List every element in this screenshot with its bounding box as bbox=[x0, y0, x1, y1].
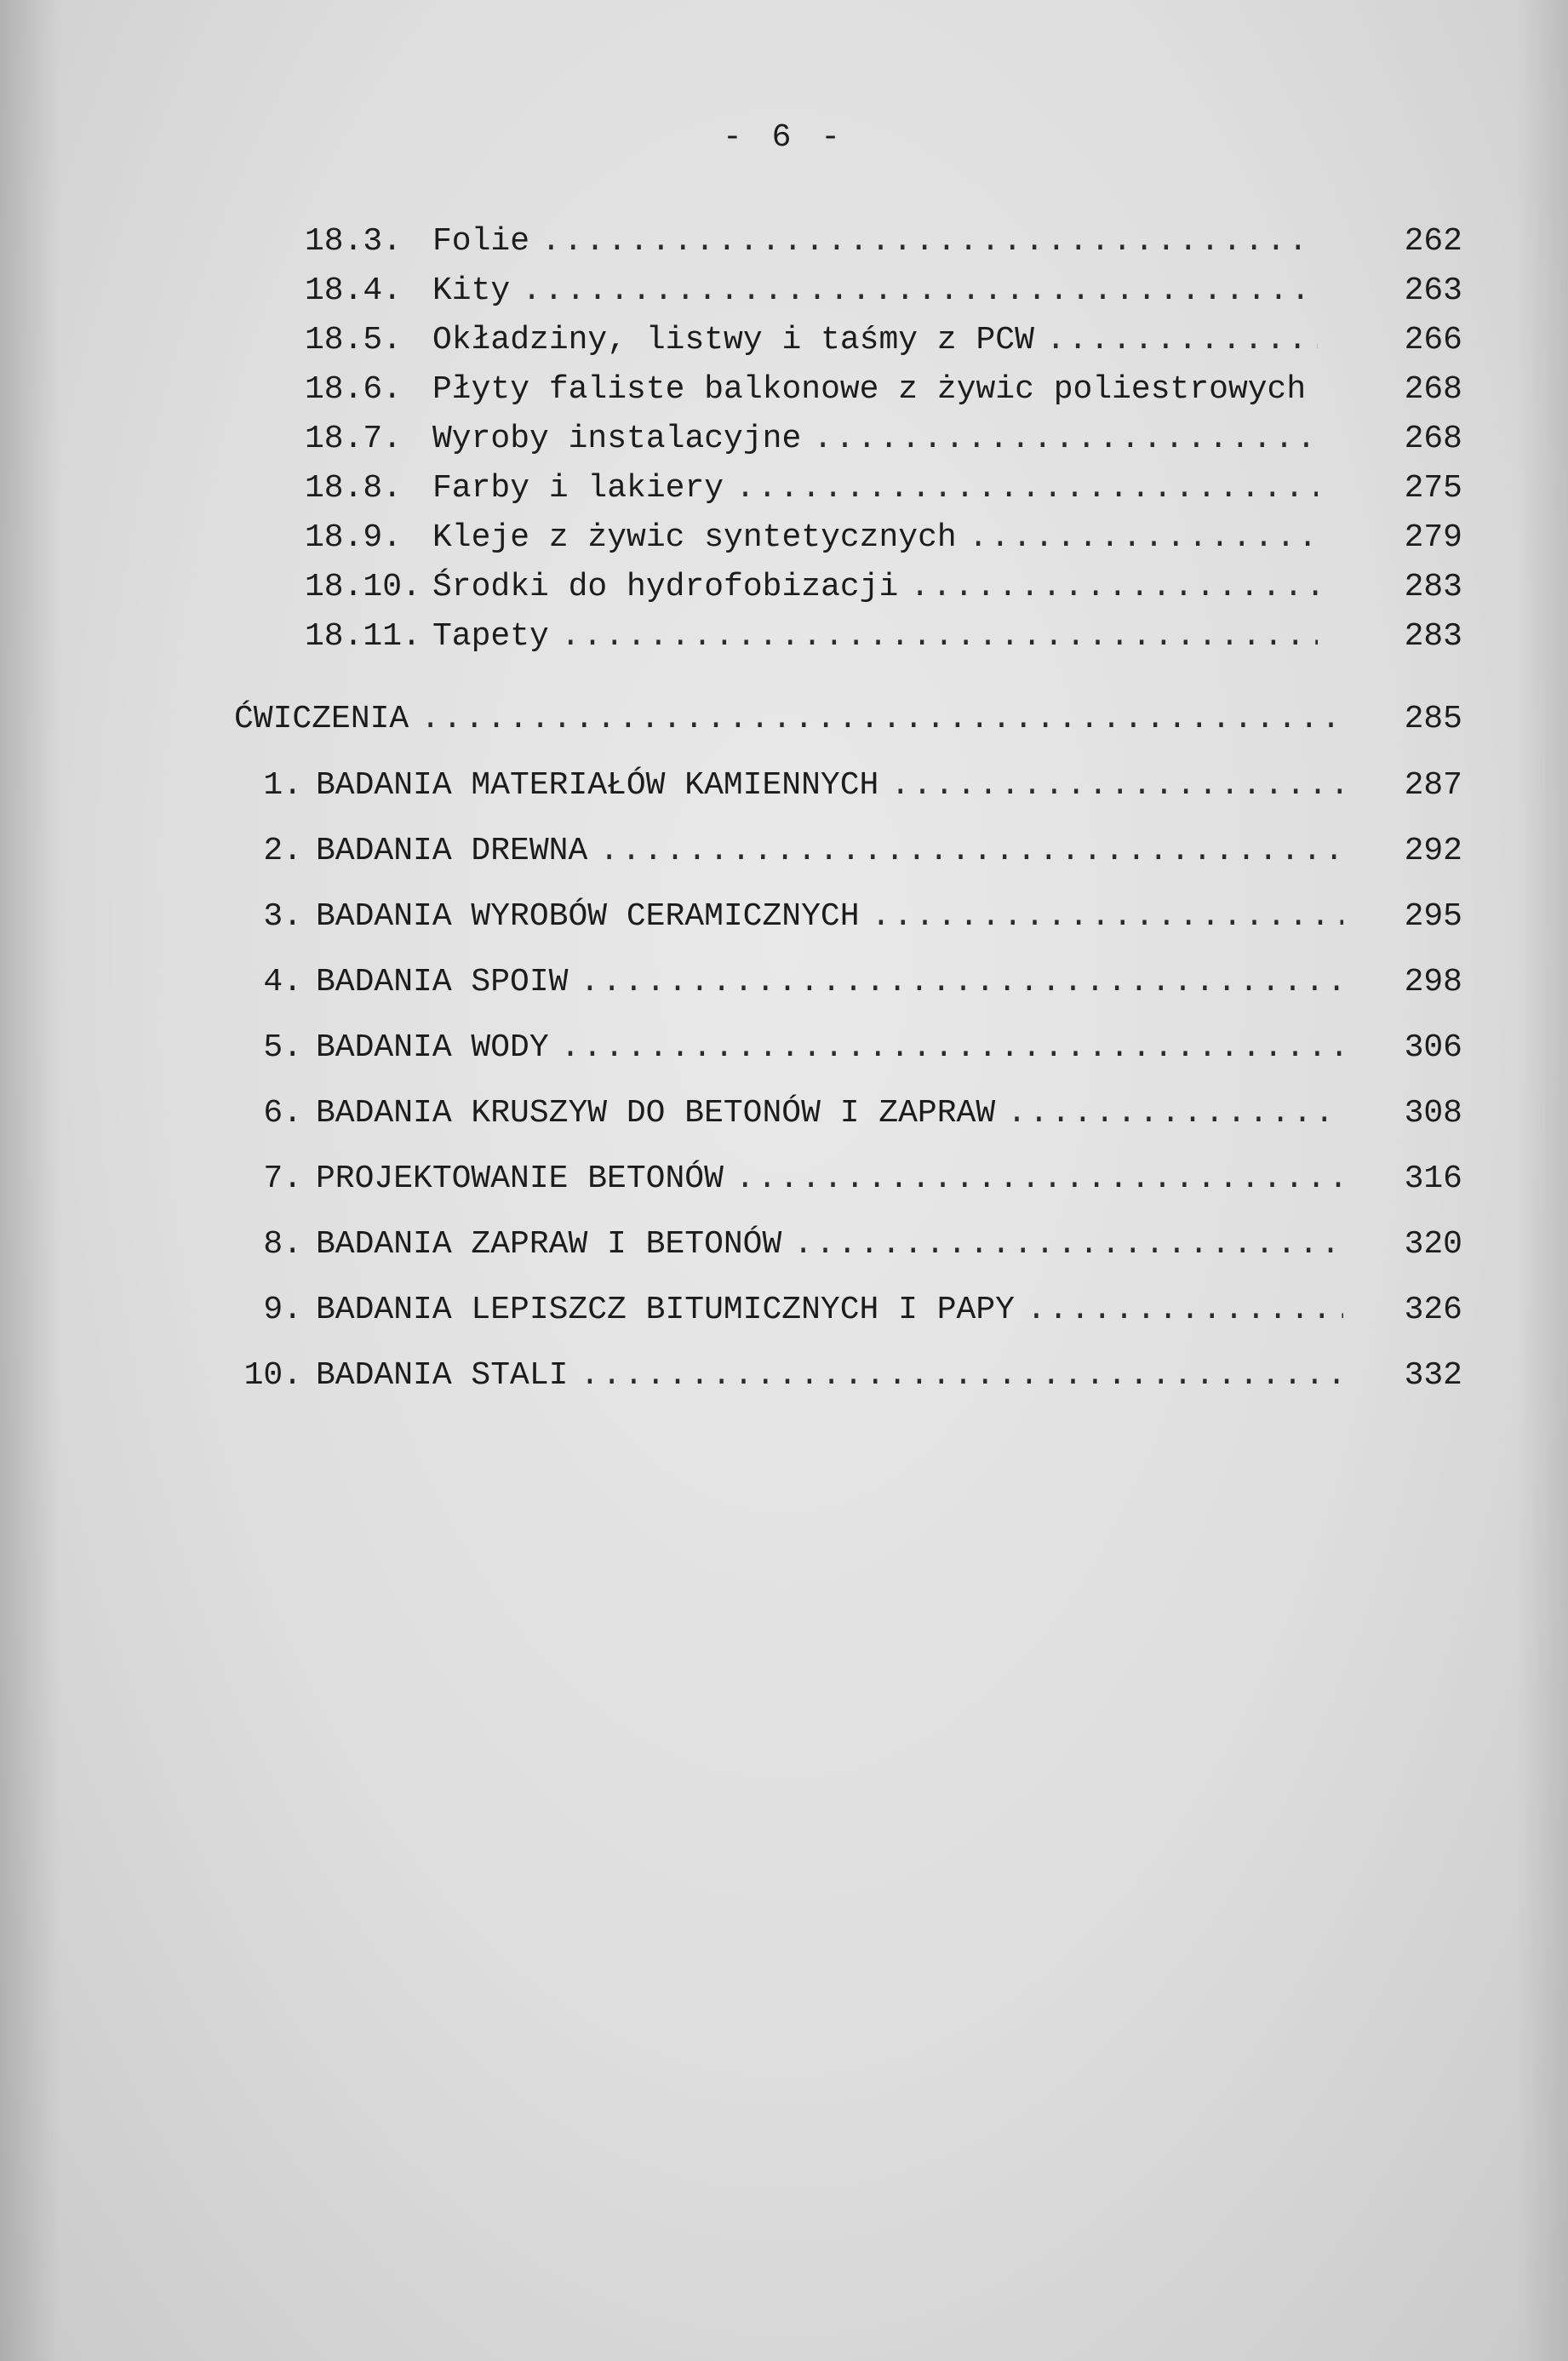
toc-exercise-1 bbox=[234, 767, 1462, 810]
toc-entry-title: Okładziny, listwy i taśmy z PCW bbox=[432, 322, 1034, 358]
dot-leader bbox=[890, 767, 1343, 804]
dot-leader bbox=[1007, 1095, 1343, 1132]
dot-leader bbox=[735, 1160, 1343, 1197]
toc-entry-title: Farby i lakiery bbox=[432, 470, 724, 507]
toc-entry-page: 275 bbox=[1404, 470, 1462, 507]
toc-exercise-number: 8. bbox=[263, 1226, 302, 1263]
toc-exercise-page: 298 bbox=[1404, 964, 1462, 1000]
dot-leader bbox=[872, 898, 1343, 935]
toc-heading-page: 285 bbox=[1404, 701, 1462, 737]
page-edge-shadow-right bbox=[1517, 0, 1568, 2361]
dot-leader bbox=[969, 519, 1318, 556]
toc-entry-number: 18.3. bbox=[305, 223, 403, 260]
toc-exercise-number: 3. bbox=[263, 898, 302, 935]
toc-entry-title: Folie bbox=[432, 223, 530, 260]
toc-exercise-number: 2. bbox=[263, 833, 302, 869]
toc-entry-number: 18.9. bbox=[305, 519, 403, 556]
toc-exercise-title: BADANIA STALI bbox=[316, 1357, 569, 1394]
toc-exercise-title: BADANIA KRUSZYW DO BETONÓW I ZAPRAW bbox=[316, 1095, 996, 1132]
toc-exercise-9 bbox=[234, 1292, 1462, 1334]
toc-entry-page: 263 bbox=[1404, 272, 1462, 309]
toc-exercise-number: 5. bbox=[263, 1029, 302, 1066]
toc-entry-page: 283 bbox=[1404, 569, 1462, 605]
toc-exercise-page: 308 bbox=[1404, 1095, 1462, 1132]
toc-exercise-number: 6. bbox=[263, 1095, 302, 1132]
toc-entry-page: 279 bbox=[1404, 519, 1462, 556]
toc-exercise-title: BADANIA WYROBÓW CERAMICZNYCH bbox=[316, 898, 860, 935]
toc-entry-18-8 bbox=[305, 470, 1462, 513]
toc-exercise-8 bbox=[234, 1226, 1462, 1269]
dot-leader bbox=[813, 421, 1318, 457]
toc-exercise-title: BADANIA MATERIAŁÓW KAMIENNYCH bbox=[316, 767, 879, 804]
dot-leader bbox=[599, 833, 1343, 869]
toc-entry-number: 18.6. bbox=[305, 371, 403, 408]
toc-exercise-title: BADANIA WODY bbox=[316, 1029, 549, 1066]
dot-leader bbox=[421, 701, 1343, 737]
toc-entry-18-4 bbox=[305, 272, 1462, 315]
dot-leader bbox=[1027, 1292, 1343, 1328]
dot-leader bbox=[735, 470, 1318, 507]
toc-exercise-title: BADANIA ZAPRAW I BETONÓW bbox=[316, 1226, 782, 1263]
toc-entry-number: 18.5. bbox=[305, 322, 403, 358]
toc-exercise-number: 7. bbox=[263, 1160, 302, 1197]
toc-exercise-page: 320 bbox=[1404, 1226, 1462, 1263]
toc-heading-exercises bbox=[234, 701, 1462, 743]
dot-leader bbox=[910, 569, 1318, 605]
toc-entry-page: 262 bbox=[1404, 223, 1462, 260]
toc-exercise-6 bbox=[234, 1095, 1462, 1138]
toc-exercise-page: 316 bbox=[1404, 1160, 1462, 1197]
toc-entry-number: 18.11. bbox=[305, 618, 421, 655]
toc-exercise-title: PROJEKTOWANIE BETONÓW bbox=[316, 1160, 724, 1197]
toc-exercise-title: BADANIA LEPISZCZ BITUMICZNYCH I PAPY bbox=[316, 1292, 1015, 1328]
dot-leader bbox=[561, 1029, 1343, 1066]
toc-exercise-2 bbox=[234, 833, 1462, 875]
toc-exercise-page: 326 bbox=[1404, 1292, 1462, 1328]
toc-exercise-number: 9. bbox=[263, 1292, 302, 1328]
toc-exercise-5 bbox=[234, 1029, 1462, 1072]
dot-leader bbox=[580, 964, 1343, 1000]
toc-entry-title: Środki do hydrofobizacji bbox=[432, 569, 899, 605]
toc-entry-18-11 bbox=[305, 618, 1462, 661]
toc-entry-number: 18.7. bbox=[305, 421, 403, 457]
toc-entry-title: Płyty faliste balkonowe z żywic poliestrowych bbox=[432, 371, 1307, 408]
toc-heading-title: ĆWICZENIA bbox=[234, 701, 409, 737]
dot-leader bbox=[1046, 322, 1318, 358]
toc-exercise-number: 10. bbox=[243, 1357, 302, 1394]
toc-entry-title: Wyroby instalacyjne bbox=[432, 421, 802, 457]
toc-entry-number: 18.10. bbox=[305, 569, 421, 605]
toc-entry-18-5 bbox=[305, 322, 1462, 364]
toc-exercise-page: 295 bbox=[1404, 898, 1462, 935]
toc-exercise-3 bbox=[234, 898, 1462, 941]
toc-entry-page: 268 bbox=[1404, 371, 1462, 408]
page-number: - 6 - bbox=[722, 119, 846, 156]
toc-entry-number: 18.8. bbox=[305, 470, 403, 507]
page-edge-shadow-left bbox=[0, 0, 60, 2361]
toc-entry-number: 18.4. bbox=[305, 272, 403, 309]
toc-entry-page: 283 bbox=[1404, 618, 1462, 655]
toc-entry-18-10 bbox=[305, 569, 1462, 611]
toc-exercise-page: 332 bbox=[1404, 1357, 1462, 1394]
toc-entry-18-3 bbox=[305, 223, 1462, 266]
toc-entry-page: 266 bbox=[1404, 322, 1462, 358]
toc-exercise-7 bbox=[234, 1160, 1462, 1203]
toc-entry-18-7 bbox=[305, 421, 1462, 463]
toc-entry-18-9 bbox=[305, 519, 1462, 562]
toc-entry-18-6 bbox=[305, 371, 1462, 414]
dot-leader bbox=[793, 1226, 1343, 1263]
toc-entry-title: Kity bbox=[432, 272, 511, 309]
toc-exercise-page: 292 bbox=[1404, 833, 1462, 869]
dot-leader bbox=[541, 223, 1318, 260]
toc-exercise-page: 306 bbox=[1404, 1029, 1462, 1066]
toc-exercise-page: 287 bbox=[1404, 767, 1462, 804]
dot-leader bbox=[561, 618, 1318, 655]
dot-leader bbox=[522, 272, 1318, 309]
toc-exercise-number: 4. bbox=[263, 964, 302, 1000]
toc-entry-title: Kleje z żywic syntetycznych bbox=[432, 519, 957, 556]
toc-exercise-4 bbox=[234, 964, 1462, 1006]
toc-exercise-number: 1. bbox=[263, 767, 302, 804]
toc-entry-page: 268 bbox=[1404, 421, 1462, 457]
toc-entry-title: Tapety bbox=[432, 618, 549, 655]
toc-exercise-title: BADANIA SPOIW bbox=[316, 964, 569, 1000]
dot-leader bbox=[580, 1357, 1343, 1394]
toc-exercise-title: BADANIA DREWNA bbox=[316, 833, 588, 869]
toc-exercise-10 bbox=[234, 1357, 1462, 1400]
